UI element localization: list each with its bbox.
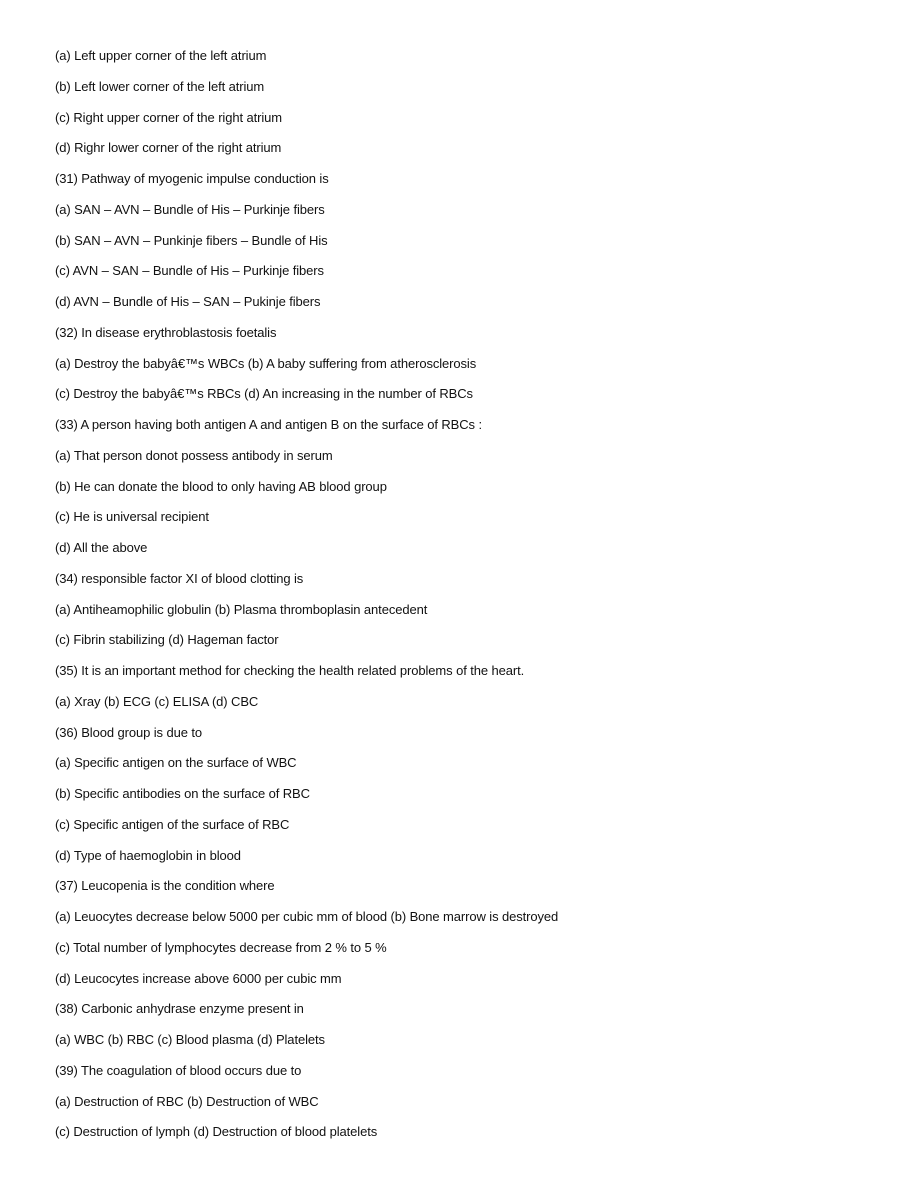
question-text: (32) In disease erythroblastosis foetalis [55, 324, 277, 340]
option-text: (d) Leucocytes increase above 6000 per cubic mm [55, 970, 342, 986]
question-text: (39) The coagulation of blood occurs due to [55, 1062, 302, 1078]
option-text: (a) Leuocytes decrease below 5000 per cubic mm of blood (b) Bone marrow is destroyed [55, 909, 559, 924]
question-text: (33) A person having both antigen A and antigen B on the surface of RBCs : [55, 417, 482, 432]
option-text: (c) Destruction of lymph (d) Destruction of blood platelets [55, 1124, 378, 1140]
option-text: (b) He can donate the blood to only having AB blood group [55, 478, 387, 494]
option-text: (d) Type of haemoglobin in blood [55, 847, 241, 863]
option-text: (a) Xray (b) ECG (c) ELISA (d) CBC [55, 693, 259, 709]
option-text: (c) Destroy the babyâ€™s RBCs (d) An increasing in the number of RBCs [55, 386, 473, 402]
question-text: (38) Carbonic anhydrase enzyme present in [55, 1001, 304, 1017]
option-text: (c) Fibrin stabilizing (d) Hageman factor [55, 632, 279, 648]
option-text: (a) Destruction of RBC (b) Destruction of WBC [55, 1093, 319, 1109]
option-text: (c) Total number of lymphocytes decrease from 2 % to 5 % [55, 939, 387, 955]
option-text: (b) SAN – AVN – Punkinje fibers – Bundle of His [55, 232, 328, 248]
question-text: (37) Leucopenia is the condition where [55, 878, 275, 894]
option-text: (d) All the above [55, 540, 148, 555]
option-text: (a) Specific antigen on the surface of WBC [55, 755, 297, 771]
option-text: (a) That person donot possess antibody in serum [55, 447, 333, 463]
option-text: (b) Specific antibodies on the surface of RBC [55, 786, 310, 801]
option-text: (c) He is universal recipient [55, 509, 209, 525]
option-text: (c) AVN – SAN – Bundle of His – Purkinje fibers [55, 263, 324, 279]
option-text: (a) Left upper corner of the left atrium [55, 48, 267, 63]
option-text: (d) Righr lower corner of the right atrium [55, 140, 282, 156]
option-text: (a) Antiheamophilic globulin (b) Plasma thromboplasin antecedent [55, 601, 428, 617]
option-text: (a) Destroy the babyâ€™s WBCs (b) A baby suffering from atherosclerosis [55, 355, 477, 371]
option-text: (d) AVN – Bundle of His – SAN – Pukinje fibers [55, 294, 321, 309]
option-text: (a) WBC (b) RBC (c) Blood plasma (d) Platelets [55, 1032, 325, 1047]
option-text: (b) Left lower corner of the left atrium [55, 78, 265, 94]
option-text: (c) Specific antigen of the surface of RBC [55, 816, 290, 832]
option-text: (a) SAN – AVN – Bundle of His – Purkinje fibers [55, 201, 325, 217]
question-text: (31) Pathway of myogenic impulse conduction is [55, 171, 329, 186]
question-text: (35) It is an important method for checking the health related problems of the heart. [55, 663, 525, 678]
option-text: (c) Right upper corner of the right atrium [55, 109, 283, 125]
question-list [55, 47, 558, 1154]
question-text: (36) Blood group is due to [55, 724, 202, 740]
question-text: (34) responsible factor XI of blood clotting is [55, 570, 304, 586]
